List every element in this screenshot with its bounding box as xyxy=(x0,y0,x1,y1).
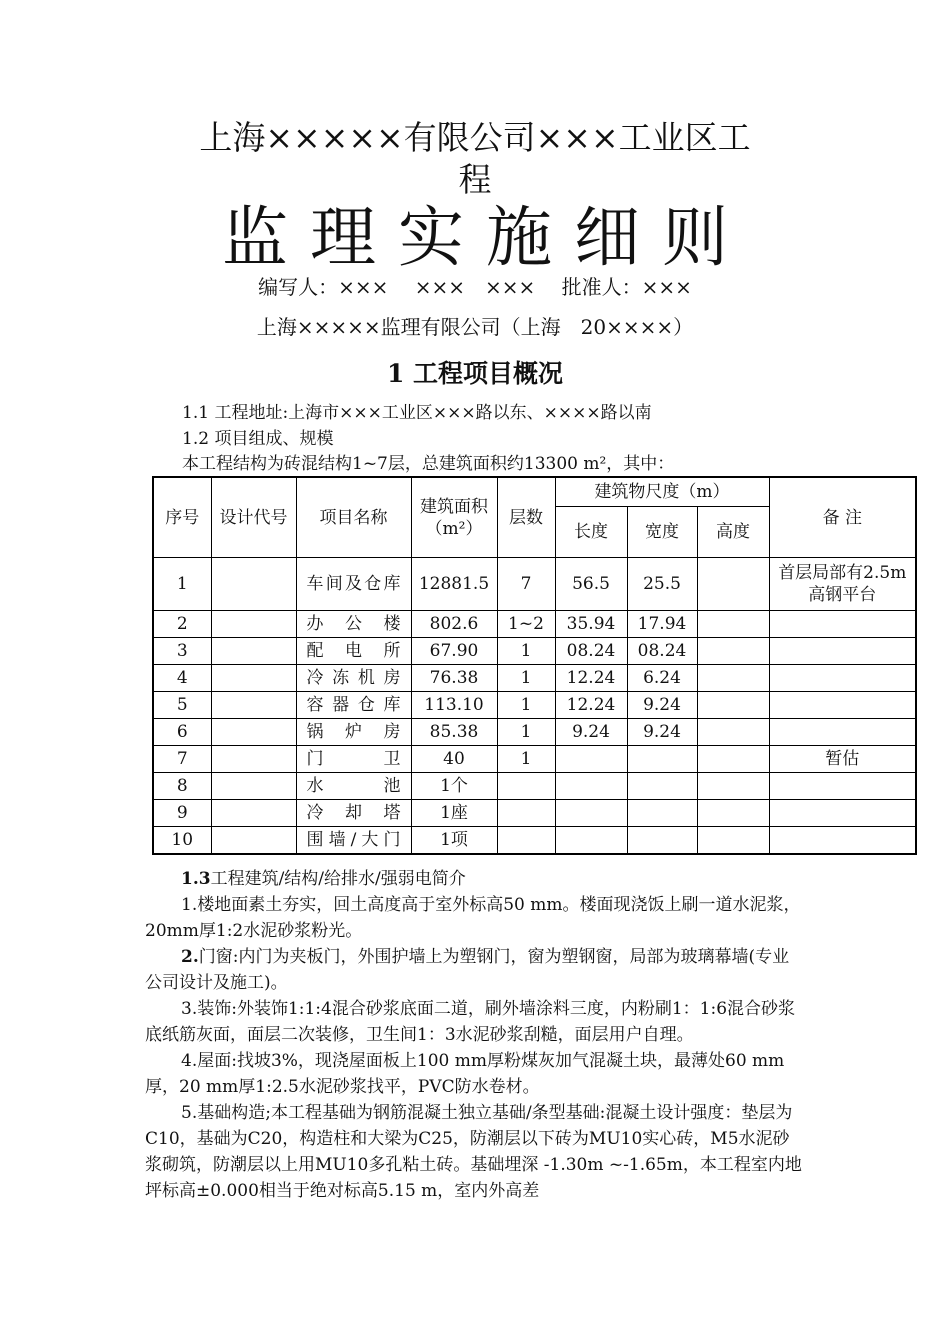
cell-width: 6.24 xyxy=(627,665,697,692)
cell-width xyxy=(627,773,697,800)
address-line: 1.1 工程地址:上海市×××工业区×××路以东、××××路以南 xyxy=(182,403,652,423)
cell-height xyxy=(697,665,769,692)
cell-remark xyxy=(769,827,916,855)
cell-floors: 1~2 xyxy=(497,611,555,638)
cell-code xyxy=(211,773,296,800)
cell-width: 08.24 xyxy=(627,638,697,665)
cell-floors: 1 xyxy=(497,719,555,746)
cell-remark xyxy=(769,800,916,827)
project-table xyxy=(152,476,917,855)
table-row xyxy=(153,827,916,855)
table-row xyxy=(153,800,916,827)
cell-area: 802.6 xyxy=(411,611,497,638)
cell-name: 锅炉房 xyxy=(296,719,411,746)
cell-width: 17.94 xyxy=(627,611,697,638)
cell-remark xyxy=(769,665,916,692)
cell-height xyxy=(697,558,769,611)
table-row xyxy=(153,719,916,746)
cell-height xyxy=(697,611,769,638)
cell-area: 1项 xyxy=(411,827,497,855)
cell-width: 9.24 xyxy=(627,719,697,746)
cell-code xyxy=(211,665,296,692)
cell-seq: 7 xyxy=(153,746,211,773)
table-row xyxy=(153,692,916,719)
cell-height xyxy=(697,638,769,665)
cell-seq: 3 xyxy=(153,638,211,665)
cell-name: 水池 xyxy=(296,773,411,800)
table-row xyxy=(153,611,916,638)
cell-name: 办公楼 xyxy=(296,611,411,638)
cell-length: 08.24 xyxy=(555,638,627,665)
cell-code xyxy=(211,692,296,719)
cell-seq: 2 xyxy=(153,611,211,638)
document-title-line1: 上海×××××有限公司×××工业区工 xyxy=(199,118,751,157)
cell-length: 12.24 xyxy=(555,692,627,719)
cell-floors: 1 xyxy=(497,638,555,665)
cell-height xyxy=(697,800,769,827)
cell-area: 76.38 xyxy=(411,665,497,692)
cell-length: 35.94 xyxy=(555,611,627,638)
paragraph-doors-text: 门窗:内门为夹板门，外围护墙上为塑钢门，窗为塑钢窗，局部为玻璃幕墙(专业公司设计及施工)。 xyxy=(145,947,790,993)
cell-remark: 暂估 xyxy=(769,746,916,773)
cell-height xyxy=(697,773,769,800)
header-area-label: 建筑面积 xyxy=(420,496,488,517)
cell-floors: 7 xyxy=(497,558,555,611)
cell-seq: 5 xyxy=(153,692,211,719)
document-title-line2: 程 xyxy=(458,160,492,199)
company-line: 上海×××××监理有限公司（上海 20××××） xyxy=(256,315,694,339)
cell-remark: 首层局部有2.5m高钢平台 xyxy=(769,558,916,611)
cell-height xyxy=(697,692,769,719)
section-1-3-title: 工程建筑/结构/给排水/强弱电简介 xyxy=(210,869,466,889)
cell-code xyxy=(211,638,296,665)
paragraph-decoration: 3.装饰:外装饰1:1:4混合砂浆底面二道，刷外墙涂料三度，内粉刷1：1:6混合砂浆底纸筋灰面，面层二次装修，卫生间1：3水泥砂浆刮糙，面层用户自理。 xyxy=(145,999,796,1045)
cell-floors xyxy=(497,773,555,800)
header-seq: 序号 xyxy=(153,477,211,558)
cell-floors: 1 xyxy=(497,746,555,773)
cell-width xyxy=(627,827,697,855)
section-1-heading: 1 工程项目概况 xyxy=(386,359,564,388)
header-code: 设计代号 xyxy=(211,477,296,558)
header-size: 建筑物尺度（m） xyxy=(555,477,769,507)
cell-width xyxy=(627,800,697,827)
header-width: 宽度 xyxy=(627,507,697,558)
cell-code xyxy=(211,746,296,773)
cell-height xyxy=(697,746,769,773)
cell-name: 车间及仓库 xyxy=(296,558,411,611)
cell-code xyxy=(211,558,296,611)
cell-floors: 1 xyxy=(497,665,555,692)
document-main-title: 监理实施细则 xyxy=(222,199,750,276)
header-area xyxy=(411,477,497,558)
section-1-3-number: 1.3 xyxy=(181,869,211,889)
composition-line: 1.2 项目组成、规模 xyxy=(182,429,334,449)
header-area-unit: （m²） xyxy=(425,518,483,539)
table-body xyxy=(153,558,916,855)
cell-code xyxy=(211,719,296,746)
header-length: 长度 xyxy=(555,507,627,558)
cell-area: 67.90 xyxy=(411,638,497,665)
cell-seq: 10 xyxy=(153,827,211,855)
cell-length: 12.24 xyxy=(555,665,627,692)
cell-area: 113.10 xyxy=(411,692,497,719)
cell-width xyxy=(627,746,697,773)
header-floors: 层数 xyxy=(497,477,555,558)
cell-length: 56.5 xyxy=(555,558,627,611)
cell-floors xyxy=(497,800,555,827)
table-row xyxy=(153,665,916,692)
cell-name: 冷冻机房 xyxy=(296,665,411,692)
table-row xyxy=(153,638,916,665)
cell-area: 1座 xyxy=(411,800,497,827)
cell-floors: 1 xyxy=(497,692,555,719)
header-name: 项目名称 xyxy=(296,477,411,558)
cell-remark xyxy=(769,611,916,638)
cell-height xyxy=(697,719,769,746)
cell-length xyxy=(555,746,627,773)
cell-seq: 6 xyxy=(153,719,211,746)
table-row xyxy=(153,558,916,611)
cell-remark xyxy=(769,773,916,800)
cell-name: 容器仓库 xyxy=(296,692,411,719)
cell-remark xyxy=(769,692,916,719)
table-header-row xyxy=(153,477,916,507)
cell-name: 围墙/大门 xyxy=(296,827,411,855)
header-remark: 备 注 xyxy=(769,477,916,558)
cell-width: 25.5 xyxy=(627,558,697,611)
cell-code xyxy=(211,800,296,827)
table-row xyxy=(153,773,916,800)
paragraph-floor: 1.楼地面素土夯实，回土高度高于室外标高50 mm。楼面现浇饭上刷一道水泥浆，20mm厚1:2水泥砂浆粉光。 xyxy=(145,895,801,941)
table-row xyxy=(153,746,916,773)
cell-seq: 1 xyxy=(153,558,211,611)
header-height: 高度 xyxy=(697,507,769,558)
structure-intro: 本工程结构为砖混结构1~7层，总建筑面积约13300 m²，其中： xyxy=(182,454,675,474)
authors-line: 编写人：××× ××× ××× 批准人：××× xyxy=(258,275,692,299)
cell-area: 12881.5 xyxy=(411,558,497,611)
cell-area: 1个 xyxy=(411,773,497,800)
cell-name: 冷却塔 xyxy=(296,800,411,827)
cell-code xyxy=(211,827,296,855)
cell-area: 85.38 xyxy=(411,719,497,746)
cell-area: 40 xyxy=(411,746,497,773)
cell-width: 9.24 xyxy=(627,692,697,719)
cell-seq: 4 xyxy=(153,665,211,692)
cell-length xyxy=(555,800,627,827)
paragraph-roof: 4.屋面:找坡3%，现浇屋面板上100 mm厚粉煤灰加气混凝土块，最薄处60 mm厚，20 mm厚1:2.5水泥砂浆找平，PVC防水卷材。 xyxy=(145,1051,785,1097)
paragraph-doors-number: 2. xyxy=(181,947,199,967)
cell-height xyxy=(697,827,769,855)
cell-seq: 9 xyxy=(153,800,211,827)
paragraph-foundation: 5.基础构造;本工程基础为钢筋混凝土独立基础/条型基础:混凝土设计强度：垫层为C10，基础为C20，构造柱和大梁为C25，防潮层以下砖为MU10实心砖，M5水泥砂浆砌筑，防潮层以上用MU10多孔粘土砖。基础埋深 -1.30m ~-1.65m，本工程室内地坪标高±0.000相当于绝对标高5.15 m，室内外高差 xyxy=(145,1103,802,1201)
cell-floors xyxy=(497,827,555,855)
cell-length xyxy=(555,773,627,800)
cell-length: 9.24 xyxy=(555,719,627,746)
section-1-3-heading xyxy=(145,866,805,892)
cell-name: 配电所 xyxy=(296,638,411,665)
cell-seq: 8 xyxy=(153,773,211,800)
cell-code xyxy=(211,611,296,638)
section-1-3 xyxy=(145,866,805,1204)
cell-remark xyxy=(769,719,916,746)
cell-name: 门卫 xyxy=(296,746,411,773)
cell-remark xyxy=(769,638,916,665)
paragraph-doors-windows xyxy=(145,944,805,996)
cell-length xyxy=(555,827,627,855)
